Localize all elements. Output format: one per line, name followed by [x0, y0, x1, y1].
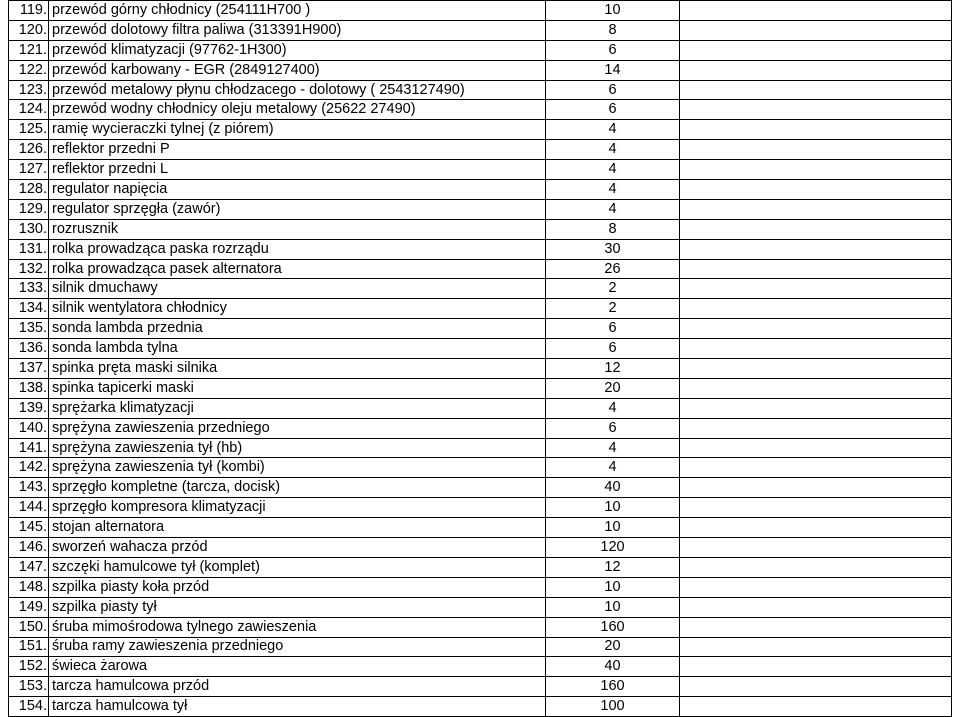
part-name: rolka prowadząca pasek alternatora — [49, 259, 546, 279]
table-row — [9, 597, 952, 617]
parts-table — [8, 0, 952, 717]
row-number: 148. — [9, 577, 49, 597]
part-name: reflektor przedni P — [49, 140, 546, 160]
part-name: przewód górny chłodnicy (254111H700 ) — [49, 1, 546, 21]
table-row — [9, 60, 952, 80]
part-name: sonda lambda tylna — [49, 339, 546, 359]
table-row — [9, 557, 952, 577]
part-quantity: 12 — [546, 557, 680, 577]
row-number: 152. — [9, 657, 49, 677]
part-name: świeca żarowa — [49, 657, 546, 677]
empty-cell — [680, 458, 952, 478]
part-quantity: 6 — [546, 319, 680, 339]
table-row — [9, 637, 952, 657]
part-name: spinka pręta maski silnika — [49, 359, 546, 379]
table-row — [9, 20, 952, 40]
parts-table-body — [9, 1, 952, 717]
part-quantity: 6 — [546, 80, 680, 100]
part-name: rozrusznik — [49, 219, 546, 239]
part-quantity: 4 — [546, 180, 680, 200]
empty-cell — [680, 40, 952, 60]
row-number: 126. — [9, 140, 49, 160]
part-name: śruba ramy zawieszenia przedniego — [49, 637, 546, 657]
table-row — [9, 458, 952, 478]
row-number: 145. — [9, 518, 49, 538]
row-number: 120. — [9, 20, 49, 40]
table-row — [9, 100, 952, 120]
empty-cell — [680, 637, 952, 657]
row-number: 124. — [9, 100, 49, 120]
part-quantity: 6 — [546, 100, 680, 120]
table-row — [9, 1, 952, 21]
table-row — [9, 239, 952, 259]
part-name: ramię wycieraczki tylnej (z piórem) — [49, 120, 546, 140]
empty-cell — [680, 339, 952, 359]
row-number: 138. — [9, 378, 49, 398]
part-name: śruba mimośrodowa tylnego zawieszenia — [49, 617, 546, 637]
table-row — [9, 40, 952, 60]
empty-cell — [680, 259, 952, 279]
table-row — [9, 538, 952, 558]
row-number: 150. — [9, 617, 49, 637]
empty-cell — [680, 398, 952, 418]
empty-cell — [680, 438, 952, 458]
row-number: 132. — [9, 259, 49, 279]
part-name: stojan alternatora — [49, 518, 546, 538]
table-row — [9, 378, 952, 398]
empty-cell — [680, 677, 952, 697]
part-name: przewód klimatyzacji (97762-1H300) — [49, 40, 546, 60]
empty-cell — [680, 557, 952, 577]
row-number: 146. — [9, 538, 49, 558]
row-number: 151. — [9, 637, 49, 657]
part-name: sprzęgło kompletne (tarcza, docisk) — [49, 478, 546, 498]
empty-cell — [680, 538, 952, 558]
empty-cell — [680, 657, 952, 677]
empty-cell — [680, 199, 952, 219]
part-name: sonda lambda przednia — [49, 319, 546, 339]
table-row — [9, 259, 952, 279]
row-number: 144. — [9, 498, 49, 518]
part-quantity: 2 — [546, 299, 680, 319]
empty-cell — [680, 219, 952, 239]
part-name: przewód dolotowy filtra paliwa (313391H900) — [49, 20, 546, 40]
empty-cell — [680, 239, 952, 259]
part-quantity: 30 — [546, 239, 680, 259]
part-name: reflektor przedni L — [49, 160, 546, 180]
table-row — [9, 577, 952, 597]
row-number: 119. — [9, 1, 49, 21]
part-quantity: 160 — [546, 677, 680, 697]
part-name: spinka tapicerki maski — [49, 378, 546, 398]
part-quantity: 4 — [546, 458, 680, 478]
part-quantity: 20 — [546, 378, 680, 398]
part-quantity: 4 — [546, 199, 680, 219]
empty-cell — [680, 378, 952, 398]
table-row — [9, 279, 952, 299]
part-quantity: 10 — [546, 1, 680, 21]
row-number: 149. — [9, 597, 49, 617]
part-quantity: 4 — [546, 438, 680, 458]
row-number: 143. — [9, 478, 49, 498]
row-number: 122. — [9, 60, 49, 80]
empty-cell — [680, 518, 952, 538]
table-row — [9, 319, 952, 339]
table-row — [9, 498, 952, 518]
row-number: 131. — [9, 239, 49, 259]
part-quantity: 2 — [546, 279, 680, 299]
table-row — [9, 199, 952, 219]
part-name: regulator sprzęgła (zawór) — [49, 199, 546, 219]
row-number: 139. — [9, 398, 49, 418]
part-name: sprężyna zawieszenia przedniego — [49, 418, 546, 438]
part-name: przewód metalowy płynu chłodzacego - dolotowy ( 2543127490) — [49, 80, 546, 100]
part-name: rolka prowadząca paska rozrządu — [49, 239, 546, 259]
table-row — [9, 180, 952, 200]
part-name: szczęki hamulcowe tył (komplet) — [49, 557, 546, 577]
part-quantity: 26 — [546, 259, 680, 279]
empty-cell — [680, 498, 952, 518]
part-quantity: 4 — [546, 398, 680, 418]
row-number: 141. — [9, 438, 49, 458]
row-number: 129. — [9, 199, 49, 219]
row-number: 153. — [9, 677, 49, 697]
empty-cell — [680, 577, 952, 597]
part-quantity: 10 — [546, 597, 680, 617]
table-row — [9, 120, 952, 140]
part-quantity: 8 — [546, 219, 680, 239]
empty-cell — [680, 319, 952, 339]
part-quantity: 8 — [546, 20, 680, 40]
row-number: 127. — [9, 160, 49, 180]
empty-cell — [680, 478, 952, 498]
table-row — [9, 359, 952, 379]
part-quantity: 40 — [546, 478, 680, 498]
row-number: 135. — [9, 319, 49, 339]
row-number: 142. — [9, 458, 49, 478]
part-name: szpilka piasty koła przód — [49, 577, 546, 597]
part-name: sprężyna zawieszenia tył (kombi) — [49, 458, 546, 478]
row-number: 128. — [9, 180, 49, 200]
empty-cell — [680, 20, 952, 40]
empty-cell — [680, 120, 952, 140]
table-row — [9, 518, 952, 538]
table-row — [9, 677, 952, 697]
table-row — [9, 418, 952, 438]
empty-cell — [680, 617, 952, 637]
row-number: 123. — [9, 80, 49, 100]
table-row — [9, 657, 952, 677]
table-row — [9, 140, 952, 160]
part-name: sworzeń wahacza przód — [49, 538, 546, 558]
part-quantity: 6 — [546, 418, 680, 438]
row-number: 125. — [9, 120, 49, 140]
table-row — [9, 339, 952, 359]
part-quantity: 4 — [546, 120, 680, 140]
row-number: 130. — [9, 219, 49, 239]
row-number: 134. — [9, 299, 49, 319]
part-name: sprzęgło kompresora klimatyzacji — [49, 498, 546, 518]
part-name: sprężarka klimatyzacji — [49, 398, 546, 418]
part-name: sprężyna zawieszenia tył (hb) — [49, 438, 546, 458]
part-quantity: 160 — [546, 617, 680, 637]
part-name: silnik wentylatora chłodnicy — [49, 299, 546, 319]
part-quantity: 20 — [546, 637, 680, 657]
part-quantity: 10 — [546, 518, 680, 538]
empty-cell — [680, 359, 952, 379]
part-quantity: 40 — [546, 657, 680, 677]
empty-cell — [680, 100, 952, 120]
empty-cell — [680, 299, 952, 319]
table-row — [9, 398, 952, 418]
part-quantity: 120 — [546, 538, 680, 558]
empty-cell — [680, 80, 952, 100]
table-row — [9, 219, 952, 239]
part-quantity: 6 — [546, 40, 680, 60]
part-name: przewód karbowany - EGR (2849127400) — [49, 60, 546, 80]
empty-cell — [680, 1, 952, 21]
row-number: 133. — [9, 279, 49, 299]
empty-cell — [680, 597, 952, 617]
table-row — [9, 80, 952, 100]
row-number: 140. — [9, 418, 49, 438]
row-number: 121. — [9, 40, 49, 60]
part-name: regulator napięcia — [49, 180, 546, 200]
empty-cell — [680, 418, 952, 438]
empty-cell — [680, 60, 952, 80]
part-quantity: 6 — [546, 339, 680, 359]
table-row — [9, 617, 952, 637]
row-number: 147. — [9, 557, 49, 577]
table-row — [9, 478, 952, 498]
part-quantity: 10 — [546, 577, 680, 597]
row-number: 154. — [9, 697, 49, 717]
part-quantity: 14 — [546, 60, 680, 80]
empty-cell — [680, 180, 952, 200]
part-quantity: 100 — [546, 697, 680, 717]
part-name: tarcza hamulcowa tył — [49, 697, 546, 717]
table-row — [9, 160, 952, 180]
empty-cell — [680, 279, 952, 299]
part-quantity: 4 — [546, 160, 680, 180]
part-quantity: 12 — [546, 359, 680, 379]
table-row — [9, 299, 952, 319]
part-name: szpilka piasty tył — [49, 597, 546, 617]
row-number: 136. — [9, 339, 49, 359]
part-name: przewód wodny chłodnicy oleju metalowy (25622 27490) — [49, 100, 546, 120]
part-quantity: 4 — [546, 140, 680, 160]
empty-cell — [680, 160, 952, 180]
row-number: 137. — [9, 359, 49, 379]
part-quantity: 10 — [546, 498, 680, 518]
table-row — [9, 438, 952, 458]
part-name: silnik dmuchawy — [49, 279, 546, 299]
empty-cell — [680, 140, 952, 160]
part-name: tarcza hamulcowa przód — [49, 677, 546, 697]
